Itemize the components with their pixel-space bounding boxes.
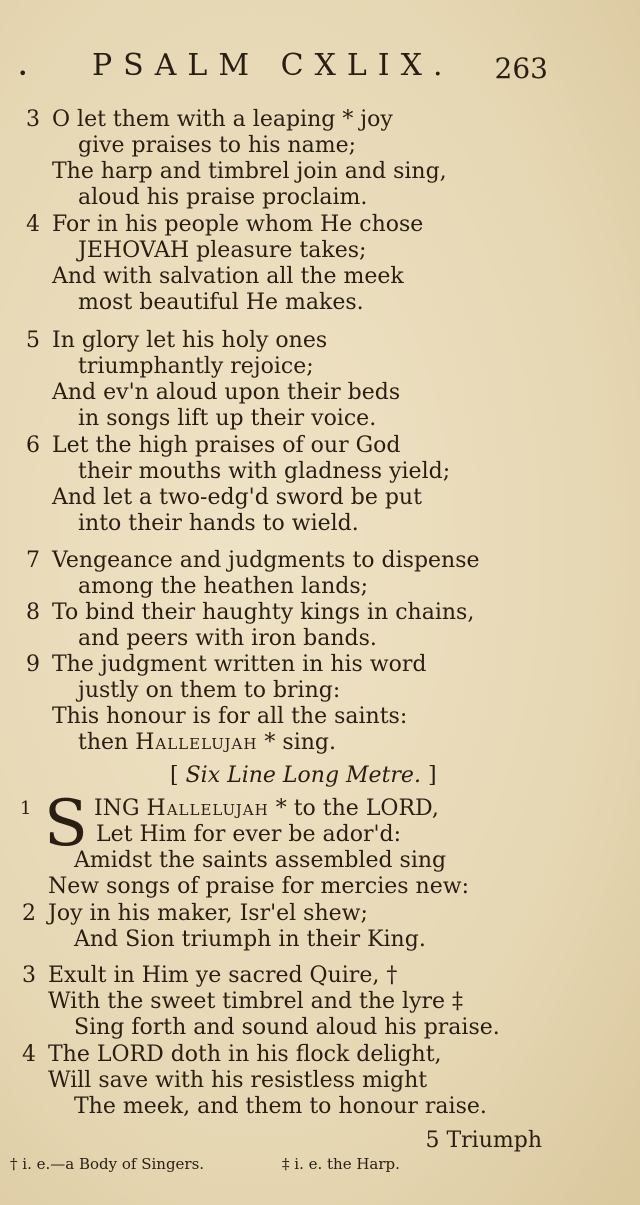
verse-line: Let the high praises of our God xyxy=(52,433,401,458)
verse-line: Let Him for ever be ador'd: xyxy=(96,822,402,847)
verse-number: 2 xyxy=(22,901,36,926)
verse-line: justly on them to bring: xyxy=(78,678,341,703)
verse-number: 9 xyxy=(26,652,40,677)
verse-line: This honour is for all the saints: xyxy=(52,704,408,729)
verse-line: For in his people whom He chose xyxy=(52,212,424,237)
metre-bracket-open: [ xyxy=(170,763,179,788)
metre-text: Six Line Long Metre. xyxy=(185,763,421,788)
footnote-left: † i. e.—a Body of Singers. xyxy=(10,1155,205,1173)
verse-line: And ev'n aloud upon their beds xyxy=(52,380,401,405)
footnote-right: ‡ i. e. the Harp. xyxy=(282,1155,400,1173)
verse-line: Vengeance and judgments to dispense xyxy=(52,548,480,573)
verse-line xyxy=(78,730,336,756)
verse-number: 6 xyxy=(26,433,40,458)
verse-line: Sing forth and sound aloud his praise. xyxy=(74,1015,500,1040)
verse-line: Joy in his maker, Isr'el shew; xyxy=(48,901,368,926)
verse-line xyxy=(94,796,439,822)
psalm-title: PSALM CXLIX. xyxy=(92,48,454,83)
verse-number: 3 xyxy=(22,963,36,988)
verse-line: And let a two-edg'd sword be put xyxy=(52,485,422,510)
verse-line: O let them with a leaping * joy xyxy=(52,107,393,132)
hallelujah-word: Hallelujah xyxy=(146,796,269,821)
verse-number: 4 xyxy=(26,212,40,237)
verse-line: Will save with his resistless might xyxy=(48,1068,428,1093)
verse-line: in songs lift up their voice. xyxy=(78,406,377,431)
verse-text: * sing. xyxy=(264,730,336,755)
verse-line: Amidst the saints assembled sing xyxy=(74,848,447,873)
verse-number: 3 xyxy=(26,107,40,132)
verse-line: JEHOVAH pleasure takes; xyxy=(78,238,367,263)
verse-line: their mouths with gladness yield; xyxy=(78,459,451,484)
verse-line: And with salvation all the meek xyxy=(52,264,404,289)
verse-line: into their hands to wield. xyxy=(78,511,359,536)
verse-number: 7 xyxy=(26,548,40,573)
verse-line: Exult in Him ye sacred Quire, † xyxy=(48,963,398,988)
metre-heading xyxy=(170,763,437,788)
verse-number: 8 xyxy=(26,600,40,625)
verse-line: aloud his praise proclaim. xyxy=(78,185,368,210)
verse-line: most beautiful He makes. xyxy=(78,290,364,315)
hallelujah-word: Hallelujah xyxy=(135,730,258,755)
verse-line: The meek, and them to honour raise. xyxy=(74,1094,487,1119)
verse-line: among the heathen lands; xyxy=(78,574,369,599)
page-number: 263 xyxy=(494,52,548,85)
verse-line: And Sion triumph in their King. xyxy=(74,927,426,952)
header-bullet: • xyxy=(18,64,28,83)
verse-line: give praises to his name; xyxy=(78,133,357,158)
verse-line: The harp and timbrel join and sing, xyxy=(52,159,447,184)
verse-line: and peers with iron bands. xyxy=(78,626,377,651)
metre-bracket-close: ] xyxy=(427,763,437,788)
drop-cap: S xyxy=(44,787,88,861)
verse-line: New songs of praise for mercies new: xyxy=(48,874,469,899)
verse-text: * to the LORD, xyxy=(275,796,439,821)
verse-number: 1 xyxy=(20,798,32,819)
verse-line: triumphantly rejoice; xyxy=(78,354,314,379)
verse-line: In glory let his holy ones xyxy=(52,328,328,353)
verse-line: The LORD doth in his flock delight, xyxy=(48,1042,442,1067)
verse-number: 4 xyxy=(22,1042,36,1067)
verse-number: 5 xyxy=(26,328,40,353)
verse-line: With the sweet timbrel and the lyre ‡ xyxy=(48,989,464,1014)
catchword: 5 Triumph xyxy=(425,1128,542,1153)
verse-text: then xyxy=(78,730,129,755)
verse-line: To bind their haughty kings in chains, xyxy=(52,600,475,625)
page-header xyxy=(0,48,640,88)
verse-text: ING xyxy=(94,796,140,821)
verse-line: The judgment written in his word xyxy=(52,652,427,677)
